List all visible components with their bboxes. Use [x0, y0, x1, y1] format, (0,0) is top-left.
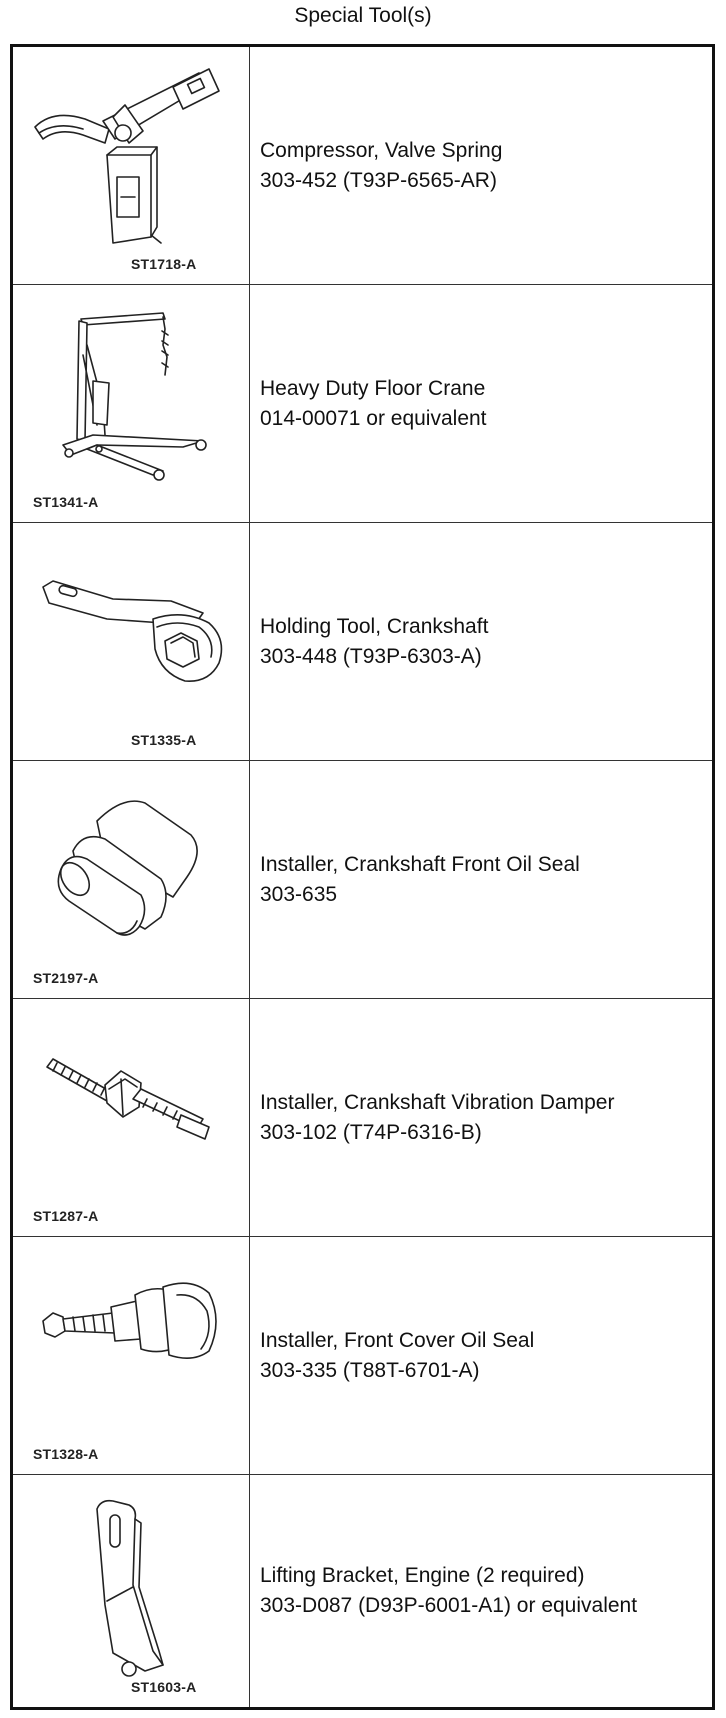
tool-code: ST1603-A [131, 1679, 197, 1695]
oil-seal-installer-icon [13, 761, 250, 999]
tool-image-cell [13, 523, 250, 760]
tool-code: ST2197-A [33, 970, 99, 986]
valve-spring-compressor-icon [13, 47, 250, 285]
tool-image-cell [13, 47, 250, 284]
tool-number: 303-448 (T93P-6303-A) [260, 644, 482, 668]
crankshaft-holding-tool-icon [13, 523, 250, 761]
tool-description [260, 47, 710, 284]
tool-number: 303-335 (T88T-6701-A) [260, 1358, 480, 1382]
tool-code: ST1718-A [131, 256, 197, 272]
tool-description [260, 999, 710, 1236]
tool-code: ST1335-A [131, 732, 197, 748]
tool-image-cell [13, 1475, 250, 1707]
tool-description [260, 523, 710, 760]
tool-image-cell [13, 761, 250, 998]
tool-code: ST1341-A [33, 494, 99, 510]
floor-crane-icon [13, 285, 250, 523]
page-title: Special Tool(s) [294, 4, 432, 27]
tool-image-cell [13, 285, 250, 522]
tool-name: Installer, Front Cover Oil Seal [260, 1328, 535, 1352]
tool-number: 303-635 [260, 882, 338, 906]
tool-number: 014-00071 or equivalent [260, 406, 487, 430]
tool-description [260, 1237, 710, 1474]
tool-name: Lifting Bracket, Engine (2 required) [260, 1564, 585, 1587]
vibration-damper-installer-icon [13, 999, 250, 1237]
tool-name: Installer, Crankshaft Front Oil Seal [260, 852, 580, 876]
table-row [13, 1237, 712, 1475]
tool-number: 303-452 (T93P-6565-AR) [260, 168, 497, 192]
table-row [13, 47, 712, 285]
table-row [13, 285, 712, 523]
table-row [13, 523, 712, 761]
tool-image-cell [13, 1237, 250, 1474]
front-cover-seal-installer-icon [13, 1237, 250, 1475]
tool-code: ST1287-A [33, 1208, 99, 1224]
tool-description [260, 285, 710, 522]
tool-image-cell [13, 999, 250, 1236]
tool-name: Compressor, Valve Spring [260, 138, 503, 162]
special-tools-table [10, 44, 715, 1710]
tool-description [260, 761, 710, 998]
tool-name: Heavy Duty Floor Crane [260, 376, 486, 400]
tool-number: 303-102 (T74P-6316-B) [260, 1120, 482, 1144]
table-row [13, 999, 712, 1237]
table-row [13, 1475, 712, 1707]
tool-name: Installer, Crankshaft Vibration Damper [260, 1090, 615, 1114]
lifting-bracket-icon [13, 1475, 250, 1707]
table-row [13, 761, 712, 999]
tool-number: 303-D087 (D93P-6001-A1) or equivalent [260, 1594, 638, 1617]
tool-code: ST1328-A [33, 1446, 99, 1462]
tool-name: Holding Tool, Crankshaft [260, 614, 489, 638]
tool-description [260, 1475, 710, 1707]
